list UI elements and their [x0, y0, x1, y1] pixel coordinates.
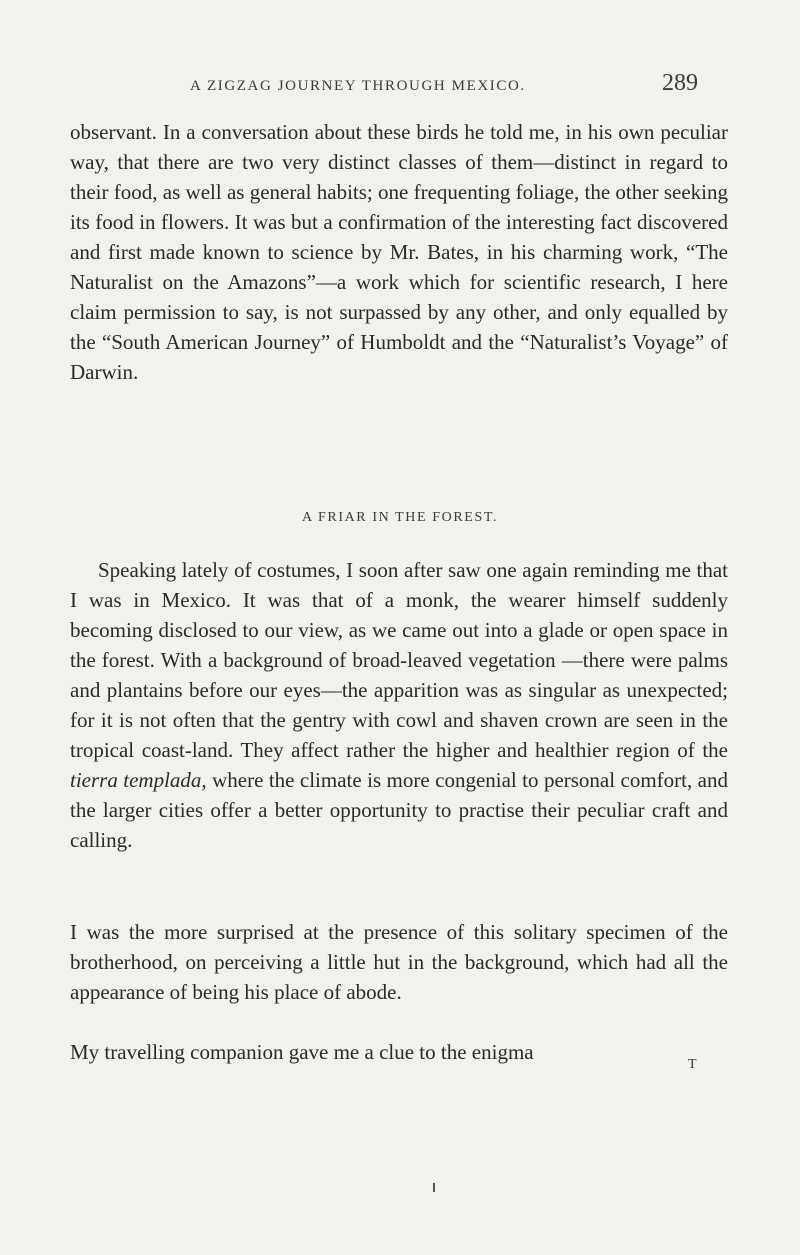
- paragraph-2: [70, 555, 728, 855]
- paragraph-3: I was the more surprised at the presence of this solitary specimen of the brotherhood, on perceiving a little hut in the background, which had all the appearance of being his place of abode.: [70, 920, 728, 1004]
- section-heading: A FRIAR IN THE FOREST.: [301, 510, 499, 525]
- running-head: A ZIGZAG JOURNEY THROUGH MEXICO.: [190, 78, 526, 94]
- paragraph-2-text-b: , where the climate is more congenial to personal comfort, and the larger cities offer a better opportunity to practise their peculiar craft and calling.: [70, 768, 728, 852]
- signature-mark: T: [688, 1057, 697, 1072]
- paragraph-2-text-a: Speaking lately of costumes, I soon after saw one again reminding me that I was in Mexico. It was that of a monk, the wearer himself suddenly becoming disclosed to our view, as we came out into a glade or open space in the forest. With a background of broad-leaved vegetation —there were palms and plantains before our eyes—the apparition was as singular as unexpected; for it is not often that the gentry with cowl and shaven crown are seen in the tropical coast-land. They affect rather the higher and healthier region of the: [70, 558, 728, 762]
- paragraph-2-italic: tierra templada: [70, 768, 202, 792]
- paragraph-4: My travelling companion gave me a clue to the enigma: [70, 1040, 534, 1064]
- paragraph-1: observant. In a conversation about these birds he told me, in his own peculiar way, that there are two very distinct classes of them—distinct in regard to their food, as well as general habits; one frequenting foliage, the other seeking its food in flowers. It was but a confirmation of the interesting fact discovered and first made known to science by Mr. Bates, in his charming work, “The Naturalist on the Amazons”—a work which for scientific research, I here claim permission to say, is not surpassed by any other, and only equalled by the “South American Journey” of Humboldt and the “Naturalist’s Voyage” of Darwin.: [70, 120, 728, 384]
- page-number: 289: [662, 70, 698, 96]
- stray-mark: [433, 1183, 435, 1192]
